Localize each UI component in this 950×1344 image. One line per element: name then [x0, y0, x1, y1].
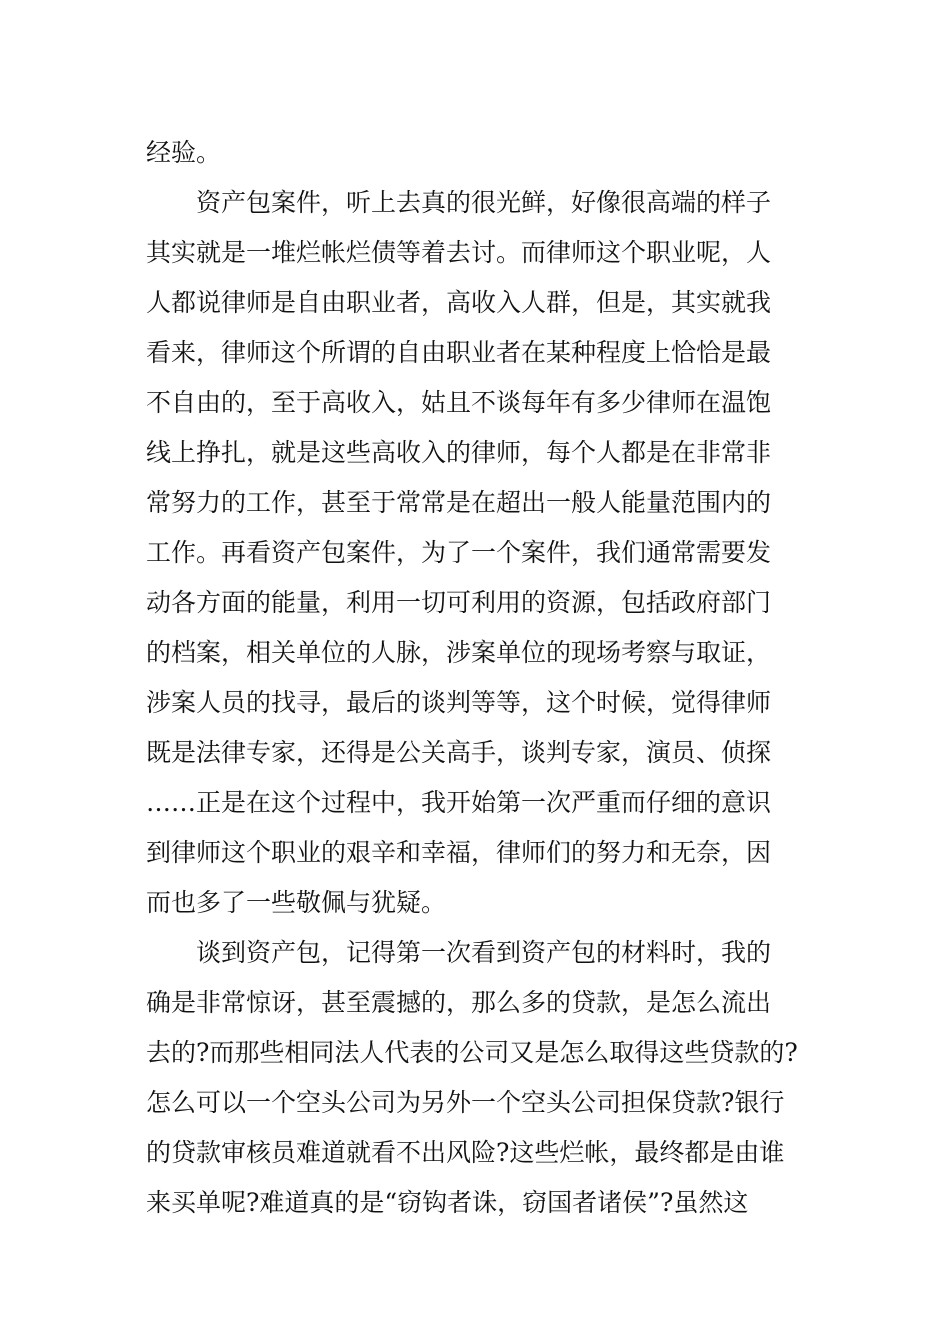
text-line: ……正是在这个过程中，我开始第一次严重而仔细的意识	[146, 788, 772, 817]
text-line: 人都说律师是自由职业者，高收入人群，但是，其实就我	[146, 288, 772, 317]
text-line: 不自由的，至于高收入，姑且不谈每年有多少律师在温饱	[146, 388, 772, 417]
text-line: 其实就是一堆烂帐烂债等着去讨。而律师这个职业呢，人	[146, 238, 772, 267]
text-line: 涉案人员的找寻，最后的谈判等等，这个时候，觉得律师	[146, 688, 772, 717]
text-line: 的档案，相关单位的人脉，涉案单位的现场考察与取证，	[146, 638, 772, 667]
paragraph	[146, 178, 816, 928]
text-line: 的贷款审核员难道就看不出风险?这些烂帐，最终都是由谁	[146, 1138, 785, 1167]
text-line: 动各方面的能量，利用一切可利用的资源，包括政府部门	[146, 588, 772, 617]
text-line: 而也多了一些敬佩与犹疑。	[146, 888, 447, 917]
paragraph	[146, 128, 816, 178]
paragraph	[146, 928, 816, 1228]
text-line: 怎么可以一个空头公司为另外一个空头公司担保贷款?银行	[146, 1088, 785, 1117]
text-line: 线上挣扎，就是这些高收入的律师，每个人都是在非常非	[146, 438, 772, 467]
text-line: 资产包案件，听上去真的很光鲜，好像很高端的样子	[196, 188, 772, 217]
text-line: 看来，律师这个所谓的自由职业者在某种程度上恰恰是最	[146, 338, 772, 367]
text-line: 到律师这个职业的艰辛和幸福，律师们的努力和无奈，因	[146, 838, 772, 867]
text-line: 既是法律专家，还得是公关高手，谈判专家，演员、侦探	[146, 738, 772, 767]
text-line: 去的?而那些相同法人代表的公司又是怎么取得这些贷款的?	[146, 1038, 798, 1067]
text-line: 来买单呢?难道真的是“窃钩者诛，窃国者诸侯”?虽然这	[146, 1188, 749, 1217]
text-line: 常努力的工作，甚至于常常是在超出一般人能量范围内的	[146, 488, 772, 517]
text-line: 工作。再看资产包案件，为了一个案件，我们通常需要发	[146, 538, 772, 567]
text-line: 经验。	[146, 138, 222, 167]
document-body	[146, 128, 816, 1228]
text-line: 谈到资产包，记得第一次看到资产包的材料时，我的	[196, 938, 772, 967]
text-line: 确是非常惊讶，甚至震撼的，那么多的贷款，是怎么流出	[146, 988, 772, 1017]
